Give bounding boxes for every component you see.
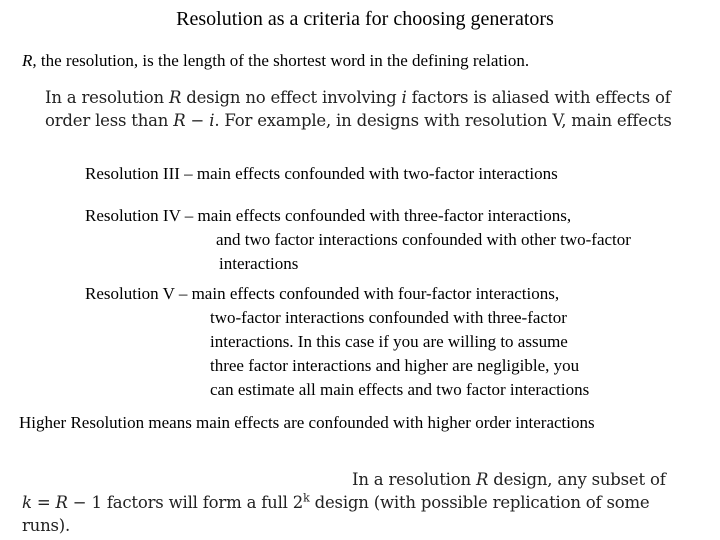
excerpt-bottom-line-2: k = R − 1 factors will form a full 2$^k$ design (with possible replication of some: [22, 491, 650, 512]
resolution-iii: Resolution III – main effects confounded with two-factor interactions: [85, 164, 558, 183]
definition-text: the resolution, is the length of the shortest word in the defining relation.: [36, 51, 530, 70]
excerpt-top-line-1: In a resolution R design no effect involving i factors is aliased with effects of: [45, 88, 671, 107]
resolution-iv-line-3: interactions: [219, 254, 299, 273]
excerpt-bottom-line-3: runs).: [22, 516, 71, 535]
resolution-symbol: R,: [22, 51, 37, 70]
excerpt-top-line-2: order less than R − i. For example, in designs with resolution V, main effects: [45, 111, 672, 130]
resolution-v-line-1: Resolution V – main effects confounded with four-factor interactions,: [85, 284, 560, 303]
resolution-v-line-2: two-factor interactions confounded with three-factor: [210, 308, 567, 327]
resolution-definition: [22, 51, 529, 71]
higher-resolution-note: Higher Resolution means main effects are confounded with higher order interactions: [19, 413, 595, 432]
resolution-iv-line-2: and two factor interactions confounded with other two-factor: [216, 230, 631, 249]
resolution-v-line-5: can estimate all main effects and two factor interactions: [210, 380, 590, 399]
page-title: Resolution as a criteria for choosing generators: [176, 8, 554, 30]
textbook-excerpt-top: [45, 86, 717, 132]
resolution-iv-line-1: Resolution IV – main effects confounded with three-factor interactions,: [85, 206, 572, 225]
excerpt-bottom-line-1: In a resolution R design, any subset of: [352, 470, 666, 489]
resolution-v-line-4: three factor interactions and higher are negligible, you: [210, 356, 580, 375]
resolution-v-line-3: interactions. In this case if you are willing to assume: [210, 332, 568, 351]
